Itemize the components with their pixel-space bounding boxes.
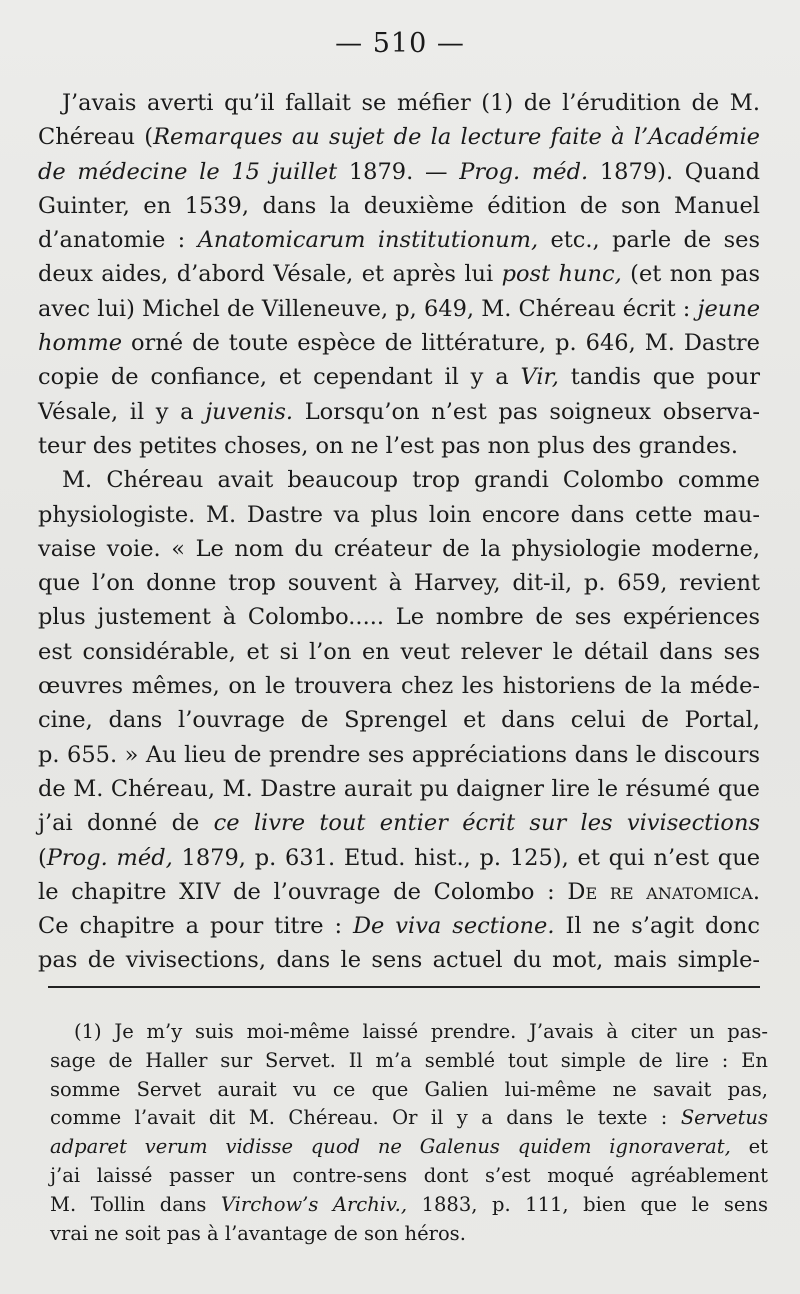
- text-run: plus justement à Colombo..... Le nombre de ses expériences: [38, 604, 760, 631]
- italic-text: adparet verum vidisse quod ne Galenus quidem ignoraverat,: [50, 1135, 731, 1159]
- italic-text: post hunc,: [501, 261, 622, 288]
- text-line: [38, 86, 760, 120]
- footnote-line: [50, 1018, 768, 1047]
- text-run: j’ai donné de: [38, 810, 214, 837]
- text-run: deux aides, d’abord Vésale, et après lui: [38, 261, 502, 288]
- text-run: pas de vivisections, dans le sens actuel du mot, mais simple-: [38, 947, 760, 974]
- text-run: M. Tollin dans: [50, 1192, 221, 1216]
- text-run: Lorsqu’on n’est pas soigneux observa-: [293, 398, 761, 425]
- text-line: [38, 600, 760, 634]
- italic-text: Vir,: [520, 364, 559, 391]
- text-run: sage de Haller sur Servet. Il m’a semblé tout simple de lire : En: [50, 1048, 768, 1072]
- italic-text: jeune: [697, 295, 761, 322]
- text-run: j’ai laissé passer un contre-sens dont s’est moqué agréablement: [50, 1163, 768, 1187]
- text-run: Guinter, en 1539, dans la deuxième édition de son Manuel: [38, 192, 760, 219]
- footnote-line: [50, 1047, 768, 1076]
- text-run: orné de toute espèce de littérature, p. 646, M. Dastre: [122, 330, 760, 357]
- text-line: [38, 841, 760, 875]
- footnote-line: [50, 1191, 768, 1220]
- text-line: [38, 875, 760, 909]
- italic-text: De viva sectione.: [353, 913, 555, 940]
- text-line: [38, 909, 760, 943]
- text-line: [38, 806, 760, 840]
- text-run: (1) Je m’y suis moi-même laissé prendre. J’avais à citer un pas-: [74, 1020, 768, 1043]
- text-run: œuvres mêmes, on le trouvera chez les historiens de la méde-: [38, 673, 760, 700]
- footnote-line: [50, 1104, 768, 1133]
- text-run: Ce chapitre a pour titre :: [38, 913, 353, 940]
- text-line: [38, 703, 760, 737]
- footnote: [50, 1018, 768, 1248]
- text-run: avec lui) Michel de Villeneuve, p, 649, M. Chéreau écrit :: [38, 295, 698, 322]
- text-run: physiologiste. M. Dastre va plus loin encore dans cette mau-: [38, 501, 760, 528]
- text-run: 1883, p. 111, bien que le sens: [407, 1192, 768, 1216]
- text-line: [38, 155, 760, 189]
- italic-text: Prog. méd,: [46, 844, 173, 871]
- text-run: (et non pas: [621, 261, 761, 288]
- text-run: 1879, p. 631. Etud. hist., p. 125), et qui n’est que: [172, 844, 761, 871]
- italic-text: juvenis.: [205, 398, 294, 425]
- text-line: [38, 463, 760, 497]
- text-line: [38, 326, 760, 360]
- text-line: [38, 566, 760, 600]
- page-number: — 510 —: [335, 28, 465, 59]
- text-run: est considérable, et si l’on en veut relever le détail dans ses: [38, 638, 760, 665]
- italic-text: de médecine le 15 juillet: [38, 158, 338, 185]
- main-text: [38, 86, 760, 978]
- text-run: 1879). Quand: [588, 158, 760, 185]
- text-run: Vésale, il y a: [38, 398, 206, 425]
- paragraph-2: [38, 463, 760, 977]
- text-run: J’avais averti qu’il fallait se méfier (1) de l’érudition de M.: [62, 90, 760, 116]
- text-run: 1879. —: [337, 158, 460, 185]
- italic-text: Virchow’s Archiv.,: [220, 1192, 408, 1216]
- text-run: comme l’avait dit M. Chéreau. Or il y a dans le texte :: [50, 1106, 681, 1130]
- text-run: cine, dans l’ouvrage de Sprengel et dans celui de Portal,: [38, 707, 760, 734]
- text-line: [38, 738, 760, 772]
- text-line: [38, 189, 760, 223]
- footnote-line: [50, 1133, 768, 1162]
- text-line: [38, 223, 760, 257]
- text-run: le chapitre XIV de l’ouvrage de Colombo :: [38, 878, 568, 905]
- text-line: [38, 943, 760, 977]
- text-line: [38, 429, 760, 463]
- text-run: que l’on donne trop souvent à Harvey, dit-il, p. 659, revient: [38, 570, 760, 597]
- footnote-divider: [48, 986, 760, 988]
- footnote-line: [50, 1076, 768, 1105]
- text-run: Chéreau (: [38, 124, 154, 151]
- italic-text: Remarques au sujet de la lecture faite à l’Académie: [153, 124, 760, 151]
- text-run: de M. Chéreau, M. Dastre aurait pu daigner lire le résumé que: [38, 775, 760, 802]
- italic-text: Prog. méd.: [459, 158, 589, 185]
- text-run: (: [38, 844, 47, 871]
- text-run: M. Chéreau avait beaucoup trop grandi Colombo comme: [62, 467, 760, 494]
- text-line: [38, 395, 760, 429]
- text-line: [38, 532, 760, 566]
- text-line: [38, 669, 760, 703]
- text-run: teur des petites choses, on ne l’est pas non plus des grandes.: [38, 432, 738, 459]
- text-run: vrai ne soit pas à l’avantage de son héros.: [50, 1221, 466, 1245]
- text-run: somme Servet aurait vu ce que Galien lui-même ne savait pas,: [50, 1077, 768, 1101]
- text-run: d’anatomie :: [38, 227, 198, 254]
- text-line: [38, 292, 760, 326]
- text-run: p. 655. » Au lieu de prendre ses appréciations dans le discours: [38, 741, 760, 768]
- text-run: Il ne s’agit donc: [554, 913, 760, 940]
- text-run: etc., parle de ses: [538, 227, 760, 254]
- footnote-line: [50, 1220, 768, 1249]
- italic-text: homme: [38, 330, 123, 357]
- italic-text: ce livre tout entier écrit sur les vivisections: [213, 810, 760, 837]
- text-line: [38, 120, 760, 154]
- text-line: [38, 635, 760, 669]
- text-line: [38, 257, 760, 291]
- book-title: De re anatomica.: [567, 878, 760, 905]
- italic-text: Servetus: [680, 1106, 768, 1130]
- text-line: [38, 360, 760, 394]
- footnote-line: [50, 1162, 768, 1191]
- text-run: copie de confiance, et cependant il y a: [38, 364, 521, 391]
- italic-text: Anatomicarum institutionum,: [197, 227, 539, 254]
- text-run: tandis que pour: [558, 364, 760, 391]
- text-line: [38, 772, 760, 806]
- text-run: et: [730, 1135, 768, 1159]
- paragraph-1: [38, 86, 760, 463]
- text-run: vaise voie. « Le nom du créateur de la physiologie moderne,: [38, 535, 760, 562]
- text-line: [38, 498, 760, 532]
